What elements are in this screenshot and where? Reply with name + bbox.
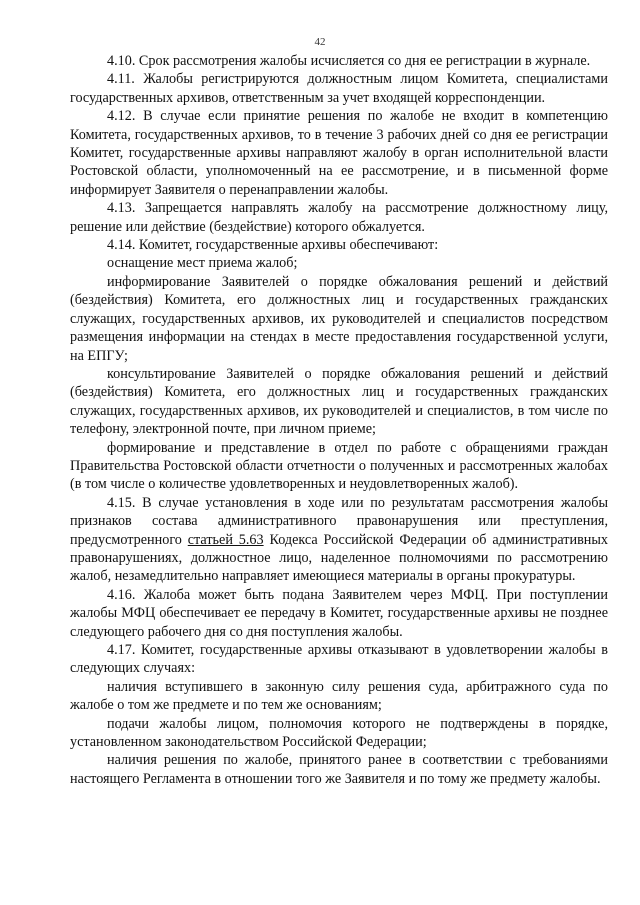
list-item-informing: информирование Заявителей о порядке обжалования решений и действий (бездействия) Комитета, его должностных лиц и государственных гражданских служащих, государственных архивов, их руководителей и специалистов посредством размещения информации на стендах в месте предоставления государственной услуги, на ЕПГУ; — [70, 273, 608, 364]
paragraph-4-12: 4.12. В случае если принятие решения по жалобе не входит в компетенцию Комитета, государственных архивов, то в течение 3 рабочих дней со дня ее регистрации Комитет, государственные архивы направляют жалобу в орган исполнительной власти Ростовской области, уполномоченный на ее рассмотрение, и в письменной форме информирует Заявителя о перенаправлении жалобы. — [70, 108, 608, 198]
paragraph-4-15-after: Кодекса Российской Федерации об административных правонарушениях, должностное лицо, наделенное полномочиями по рассмотрению жалоб, незамедлительно направляет имеющиеся материалы в органы прокуратуры. — [70, 531, 608, 585]
paragraph-4-11: 4.11. Жалобы регистрируются должностным лицом Комитета, специалистами государственных архивов, ответственным за учет входящей корреспонденции. — [70, 71, 608, 106]
paragraph-4-15-before: 4.15. В случае установления в ходе или по результатам рассмотрения жалобы признаков состава административного правонарушения или преступления, предусмотренного — [70, 494, 608, 548]
page-number: 42 — [314, 36, 326, 48]
list-item-equipping: оснащение мест приема жалоб; — [107, 255, 298, 272]
paragraph-4-14: 4.14. Комитет, государственные архивы обеспечивают: — [107, 237, 439, 254]
paragraph-4-17: 4.17. Комитет, государственные архивы отказывают в удовлетворении жалобы в следующих случаях: — [70, 642, 608, 677]
list-item-unconfirmed-authority: подачи жалобы лицом, полномочия которого не подтверждены в порядке, установленном законодательством Российской Федерации; — [70, 715, 608, 751]
paragraph-4-15 — [70, 494, 608, 586]
paragraph-4-16: 4.16. Жалоба может быть подана Заявителем через МФЦ. При поступлении жалобы МФЦ обеспечивает ее передачу в Комитет, государственные архивы не позднее следующего рабочего дня со дня поступления жалобы. — [70, 586, 608, 640]
list-item-prior-decision: наличия решения по жалобе, принятого ранее в соответствии с требованиями настоящего Регламента в отношении того же Заявителя и по тому же предмету жалобы. — [70, 752, 608, 787]
list-item-reporting: формирование и представление в отдел по работе с обращениями граждан Правительства Ростовской области отчетности о полученных и рассмотренных жалобах (в том числе о количестве удовлетворенных и неудовлетворенных жалоб). — [70, 439, 608, 493]
paragraph-4-10: 4.10. Срок рассмотрения жалобы исчисляется со дня ее регистрации в журнале. — [107, 53, 591, 69]
article-5-63-link[interactable]: статьей 5.63 — [187, 531, 264, 548]
paragraph-4-13: 4.13. Запрещается направлять жалобу на рассмотрение должностному лицу, решение или действие (бездействие) которого обжалуется. — [70, 200, 608, 235]
document-body — [70, 52, 608, 788]
list-item-court-decision: наличия вступившего в законную силу решения суда, арбитражного суда по жалобе о том же предмете и по тем же основаниям; — [70, 678, 608, 714]
list-item-consulting: консультирование Заявителей о порядке обжалования решений и действий (бездействия) Комитета, его должностных лиц и государственных гражданских служащих, государственных архивов, их руководителей и специалистов, в том числе по телефону, электронной почте, при личном приеме; — [70, 365, 608, 438]
